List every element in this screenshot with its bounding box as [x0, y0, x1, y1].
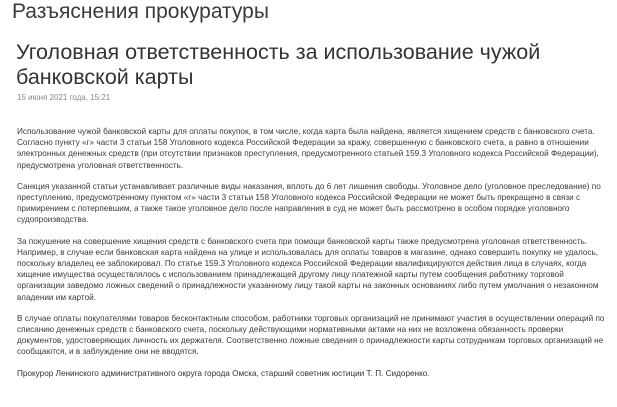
- article-paragraph: Использование чужой банковской карты для оплаты покупок, в том числе, когда карта была найдена, является хищением средств с банковского счета. Согласно пункту «г» части 3 статьи 158 Уголовного кодекса Российской Федерации за кражу, совершенную с банковского счета, а равно в отношении электронных денежных средств (при отсутствии признаков преступления, предусмотренного статьей 159.3 Уголовного кодекса Российской Федерации), предусмотрена уголовная ответственность.: [17, 127, 599, 170]
- article-title: Уголовная ответственность за использование чужой банковской карты: [16, 40, 541, 89]
- article-paragraph: Санкция указанной статьи устанавливает различные виды наказания, вплоть до 6 лет лишения свободы. Уголовное дело (уголовное преследование) по преступлению, предусмотренному пунктом «г» части 3 статьи 158 Уголовного кодекса Российской Федерации не может быть прекращено в связи с примирением с потерпевшим, а также такое уголовное дело после направления в суд не может быть рассмотрено в особом порядке уголовного судопроизводства.: [17, 181, 601, 225]
- article-date: 15 июня 2021 года, 15:21: [17, 93, 111, 102]
- article-signature: Прокурор Ленинского административного округа города Омска, старший советник юстиции Т. П. Сидоренко.: [17, 368, 430, 378]
- section-title: Разъяснения прокуратуры: [12, 0, 269, 23]
- article-paragraph: В случае оплаты покупателями товаров бесконтактным способом, работники торговых организаций не принимают участия в осуществлении операций по списанию денежных средств с банковского счета, поскольку действующими нормативными актами на них не возложена обязанность проверки документов, удостоверяющих личность их держателя. Соответственно ложные сведения о принадлежности карты сотрудникам торговых организаций не сообщаются, и в заблуждение они не вводятся.: [17, 313, 605, 357]
- article-body: [17, 126, 607, 379]
- article-paragraph: За покушение на совершение хищения средств с банковского счета при помощи банковской карты также предусмотрена уголовная ответственность. Например, в случае если банковская карта найдена на улице и использовалась для оплаты товаров в магазине, однако совершить покупку не удалось, поскольку владелец ее заблокировал. По статье 159.3 Уголовного кодекса Российской Федерации квалифицируются действия лица в случаях, когда хищение имущества осуществлялось с использованием принадлежащей другому лицу платежной карты путем сообщения работнику торговой организации заведомо ложных сведений о принадлежности указанному лицу такой карты на законных основаниях либо путем умолчания о незаконном владении им картой.: [17, 236, 599, 302]
